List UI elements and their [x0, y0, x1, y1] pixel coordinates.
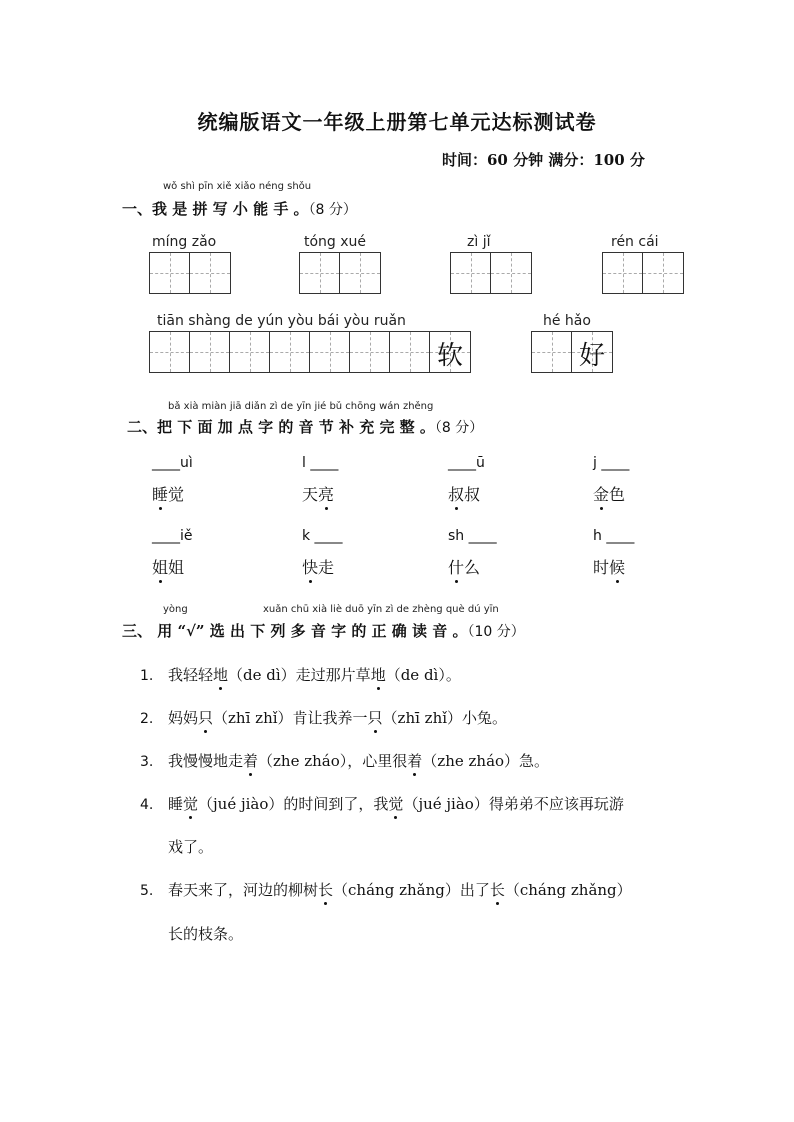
question-item: 2. 妈妈只（zhī zhǐ）肯让我养一只（zhī zhǐ）小兔。: [140, 709, 508, 727]
word-pinyin: zì jǐ: [467, 234, 491, 250]
s2-pinyin: bǎ xià miàn jiā diǎn zì de yīn jié bǔ chōng wán zhěng: [168, 401, 434, 412]
pinyin-blank[interactable]: ____ū: [448, 455, 485, 471]
question-continuation: 戏了。: [168, 838, 214, 856]
writing-grid[interactable]: [149, 252, 231, 294]
question-item: 5. 春天来了，河边的柳树长（cháng zhǎng）出了长（cháng zhǎng）: [140, 881, 632, 899]
pinyin-blank[interactable]: sh ____: [448, 528, 497, 544]
question-item: 1. 我轻轻地（de dì）走过那片草地（de dì）。: [140, 666, 461, 684]
writing-grid[interactable]: [531, 331, 613, 373]
pinyin-blank[interactable]: k ____: [302, 528, 343, 544]
s3-pinyin-b: xuǎn chū xià liè duō yīn zì de zhèng què dú yīn: [263, 604, 499, 615]
writing-grid[interactable]: [602, 252, 684, 294]
s3-score: （10 分）: [467, 624, 525, 640]
s2-heading-text: 二、把 下 面 加 点 字 的 音 节 补 充 完 整 。: [127, 418, 435, 436]
s3-pinyin-a: yòng: [163, 604, 188, 615]
s2-heading: [127, 416, 483, 437]
word-pinyin: hé hǎo: [543, 313, 591, 329]
dotted-word: 睡觉: [152, 485, 185, 504]
writing-grid[interactable]: [299, 252, 381, 294]
given-character: 软: [436, 341, 463, 371]
pinyin-blank[interactable]: j ____: [593, 455, 630, 471]
dotted-word: 金色: [593, 485, 626, 504]
s2-score: （8 分）: [434, 420, 484, 436]
s1-score: （8 分）: [308, 202, 357, 218]
s3-heading: [122, 620, 525, 641]
dotted-word: 快走: [302, 558, 335, 577]
s1-heading-text: 一、我 是 拼 写 小 能 手 。: [122, 200, 309, 218]
pinyin-blank[interactable]: ____iě: [152, 528, 193, 544]
dotted-word: 时候: [593, 558, 626, 577]
word-pinyin: rén cái: [611, 234, 659, 250]
time-info: 时间：60 分钟 满分：100 分: [442, 151, 645, 169]
pinyin-blank[interactable]: ____uì: [152, 455, 193, 471]
dotted-word: 叔叔: [448, 485, 481, 504]
given-character: 好: [578, 341, 605, 371]
s1-pinyin: wǒ shì pīn xiě xiǎo néng shǒu: [163, 181, 312, 192]
sentence-pinyin: tiān shàng de yún yòu bái yòu ruǎn: [157, 313, 406, 329]
s3-heading-text: 三、 用 “√” 选 出 下 列 多 音 字 的 正 确 读 音 。: [122, 622, 468, 640]
pinyin-blank[interactable]: h ____: [593, 528, 635, 544]
dotted-word: 什么: [448, 558, 481, 577]
dotted-word: 天亮: [302, 485, 335, 504]
word-pinyin: tóng xué: [304, 234, 367, 250]
word-pinyin: míng zǎo: [152, 234, 217, 250]
page-title: 统编版语文一年级上册第七单元达标测试卷: [197, 110, 597, 134]
question-continuation: 长的枝条。: [168, 925, 244, 943]
writing-grid[interactable]: [450, 252, 532, 294]
question-item: 3. 我慢慢地走着（zhe zháo），心里很着（zhe zháo）急。: [140, 752, 550, 770]
pinyin-blank[interactable]: l ____: [302, 455, 339, 471]
dotted-word: 姐姐: [152, 558, 185, 577]
question-item: 4. 睡觉（jué jiào）的时间到了，我觉（jué jiào）得弟弟不应该再玩游: [140, 795, 624, 813]
writing-grid[interactable]: [149, 331, 471, 373]
s1-heading: [122, 198, 357, 219]
